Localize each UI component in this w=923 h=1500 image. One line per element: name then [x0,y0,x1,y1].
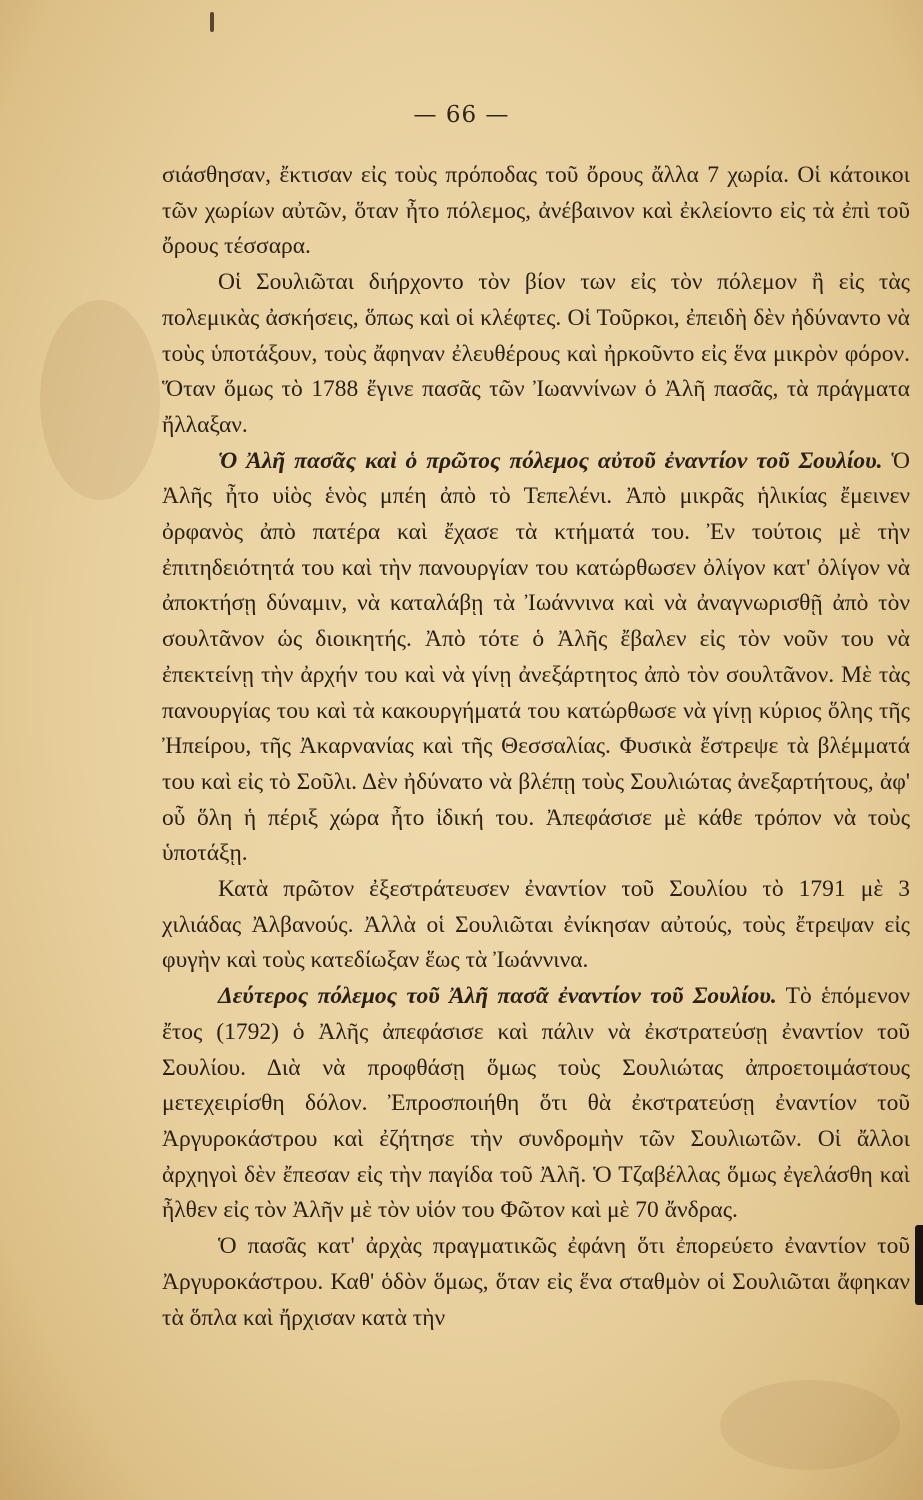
paragraph-3 [162,444,910,872]
section-heading-first-war: Ὁ Ἀλῆ πασᾶς καὶ ὁ πρῶτος πόλεμος αὐτοῦ ἐναντίον τοῦ Σουλίου. [218,447,883,474]
paper-stain [40,300,160,500]
paper-stain [720,1380,900,1470]
paragraph-6: Ὁ πασᾶς κατ' ἀρχὰς πραγματικῶς ἐφάνη ὅτι ἐπορεύετο ἐναντίον τοῦ Ἀργυροκάστρου. Καθ' ὁδὸν ὅμως, ὅταν εἰς ἕνα σταθμὸν οἱ Σουλιῶται ἄφηκαν τὰ ὅπλα καὶ ἤρχισαν κατὰ τὴν [162,1233,910,1331]
paragraph-5-text: Τὸ ἑπόμενον ἔτος (1792) ὁ Ἀλῆς ἀπεφάσισε καὶ πάλιν νὰ ἐκστρατεύσῃ ἐναντίον τοῦ Σουλίου. Διὰ νὰ προφθάσῃ ὅμως τοὺς Σουλιώτας ἀπροετοιμάστους μετεχειρίσθη δόλον. Ἐπροσποιήθη ὅτι θὰ ἐκστρατεύσῃ ἐναντίον τοῦ Ἀργυροκάστρου καὶ ἐζήτησε τὴν συνδρομὴν τῶν Σουλιωτῶν. Οἱ ἄλλοι ἀρχηγοὶ δὲν ἔπεσαν εἰς τὴν παγίδα τοῦ Ἀλῆ. Ὁ Τζαβέλλας ὅμως ἐγελάσθη καὶ ἦλθεν εἰς τὸν Ἀλῆν μὲ τὸν υἱόν του Φῶτον καὶ μὲ 70 ἄνδρας. [162,983,910,1224]
ink-mark [210,12,214,32]
page-number: — 66 — [413,102,510,128]
paragraph-1: σιάσθησαν, ἔκτισαν εἰς τοὺς πρόποδας τοῦ ὄρους ἄλλα 7 χωρία. Οἱ κάτοικοι τῶν χωρίων αὐτῶν, ὅταν ἦτο πόλεμος, ἀνέβαινον καὶ ἐκλείοντο εἰς τὰ ἐπὶ τοῦ ὄρους τέσσαρα. [162,162,910,260]
paragraph-2: Οἱ Σουλιῶται διήρχοντο τὸν βίον των εἰς τὸν πόλεμον ἢ εἰς τὰς πολεμικὰς ἀσκήσεις, ὅπως καὶ οἱ κλέφτες. Οἱ Τοῦρκοι, ἐπειδὴ δὲν ἠδύναντο νὰ τοὺς ὑποτάξουν, τοὺς ἄφηναν ἐλευθέρους καὶ ἠρκοῦντο εἰς ἕνα μικρὸν φόρον. Ὅταν ὅμως τὸ 1788 ἔγινε πασᾶς τῶν Ἰωαννίνων ὁ Ἀλῆ πασᾶς, τὰ πράγματα ἤλλαξαν. [162,269,910,438]
paragraph-4: Κατὰ πρῶτον ἐξεστράτευσεν ἐναντίον τοῦ Σουλίου τὸ 1791 μὲ 3 χιλιάδας Ἀλβανούς. Ἀλλὰ οἱ Σουλιῶται ἐνίκησαν αὐτούς, τοὺς ἔτρεψαν εἰς φυγὴν καὶ τοὺς κατεδίωξαν ἕως τὰ Ἰωάννινα. [162,876,910,974]
body-text [162,158,910,1336]
paragraph-5 [162,979,910,1229]
paragraph-3-text: Ὁ Ἀλῆς ἦτο υἱὸς ἑνὸς μπέη ἀπὸ τὸ Τεπελένι. Ἀπὸ μικρᾶς ἡλικίας ἔμεινεν ὀρφανὸς ἀπὸ πατέρα καὶ ἔχασε τὰ κτήματά του. Ἐν τούτοις μὲ τὴν ἐπιτηδειότητά του καὶ τὴν πανουργίαν του κατώρθωσεν ὀλίγον κατ' ὀλίγον νὰ ἀποκτήσῃ δύναμιν, νὰ καταλάβῃ τὰ Ἰωάννινα καὶ νὰ ἀναγνωρισθῇ ἀπὸ τὸν σουλτᾶνον ὡς διοικητής. Ἀπὸ τότε ὁ Ἀλῆς ἔβαλεν εἰς τὸν νοῦν του νὰ ἐπεκτείνῃ τὴν ἀρχήν του καὶ νὰ γίνῃ ἀνεξάρτητος ἀπὸ τὸν σουλτᾶνον. Μὲ τὰς πανουργίας του καὶ τὰ κακουργήματά του κατώρθωσε νὰ γίνῃ κύριος ὅλης τῆς Ἠπείρου, τῆς Ἀκαρνανίας καὶ τῆς Θεσσαλίας. Φυσικὰ ἔστρεψε τὰ βλέμματά του καὶ εἰς τὸ Σοῦλι. Δὲν ἠδύνατο νὰ βλέπῃ τοὺς Σουλιώτας ἀνεξαρτήτους, ἀφ' οὗ ὅλη ἡ πέριξ χώρα ἦτο ἰδική του. Ἀπεφάσισε μὲ κάθε τρόπον νὰ τοὺς ὑποτάξῃ. [162,447,910,867]
section-heading-second-war: Δεύτερος πόλεμος τοῦ Ἀλῆ πασᾶ ἐναντίον τοῦ Σουλίου. [218,983,777,1010]
page-edge-shadow [915,1225,923,1305]
